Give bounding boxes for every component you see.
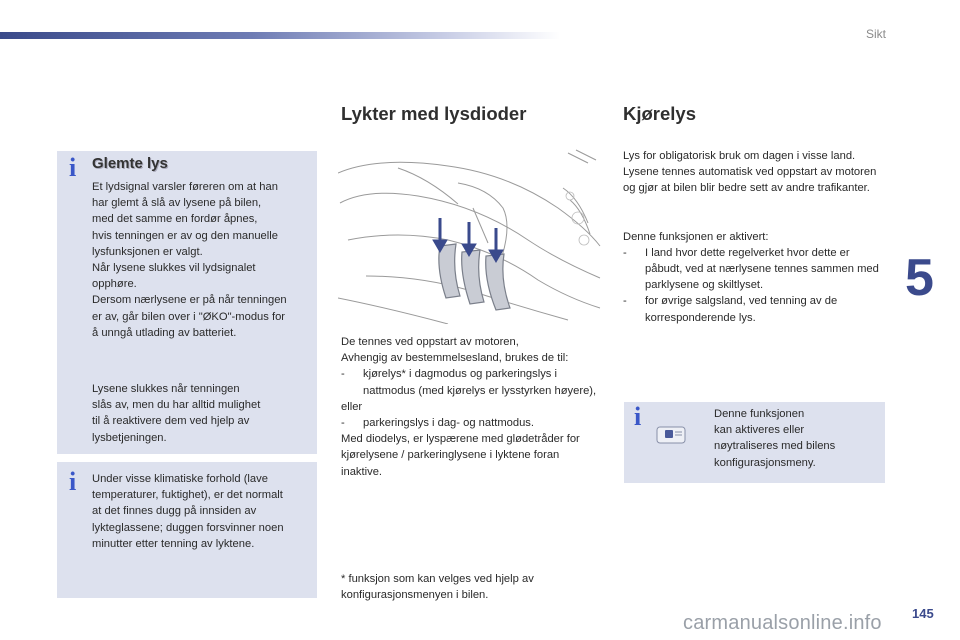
- glemte-lys-panel: [57, 151, 317, 454]
- kjorelys-para-1: Lys for obligatorisk bruk om dagen i visse land. Lysene tennes automatisk ved oppstart av motoren og gjør at bilen blir bedre sett av andre trafikanter.: [623, 150, 877, 195]
- led-footnote: * funksjon som kan velges ved hjelp av konfigurasjonsmenyen i bilen.: [341, 573, 534, 602]
- page-number: 145: [912, 606, 934, 621]
- info-icon: i: [69, 467, 77, 496]
- list-dash: -: [623, 246, 627, 259]
- list-dash: -: [341, 368, 345, 381]
- kjorelys-note-panel: [624, 402, 885, 483]
- led-list-item: [341, 366, 603, 398]
- kjorelys-item-1: I land hvor dette regelverket hvor dette er påbudt, ved at nærlysene tennes sammen med parklysene og skiltlyset.: [645, 246, 879, 292]
- kjorelys-note-text: Denne funksjonen kan aktiveres eller nøytraliseres med bilens konfigurasjonsmeny.: [714, 408, 836, 469]
- kjorelys-para-2: Denne funksjonen er aktivert:: [623, 230, 769, 243]
- kjorelys-body: [623, 148, 885, 326]
- kjorelys-list-item: [623, 245, 885, 294]
- watermark: carmanualsonline.info: [683, 612, 882, 634]
- kjorelys-item-2: for øvrige salgsland, ved tenning av de korresponderende lys.: [645, 295, 838, 324]
- kjorelys-list-item: [623, 293, 885, 325]
- climate-note-panel: [57, 462, 317, 598]
- climate-note-text: Under visse klimatiske forhold (lave temperaturer, fuktighet), er det normalt at det finnes dugg på innsiden av lykteglassene; duggen forsvinner noen minutter etter tenning av lyktene.: [92, 473, 284, 550]
- list-dash: -: [341, 417, 345, 430]
- header-bar: [0, 32, 560, 39]
- led-intro-2: Avhengig av bestemmelsesland, brukes de til:: [341, 352, 569, 365]
- led-list-item: [341, 415, 603, 431]
- led-or: eller: [341, 400, 363, 413]
- glemte-lys-text: Et lydsignal varsler føreren om at han har glemt å slå av lysene på bilen, med det samme en fordør åpnes, hvis tenningen er av og den manuelle lysfunksjonen er valgt. Når lysene slukkes vil lydsignalet opphøre. Dersom nærlysene er på når tenningen er av, går bilen over i "ØKO"-modus for å unngå utlading av batteriet.: [92, 181, 287, 339]
- info-icon: i: [634, 402, 642, 431]
- glemte-lys-text-2: Lysene slukkes når tenningen slås av, men du har alltid mulighet til å reaktivere dem ved hjelp av lysbetjeningen.: [92, 383, 261, 444]
- list-dash: -: [623, 295, 627, 308]
- led-item-1: kjørelys* i dagmodus og parkeringslys i nattmodus (med kjørelys er lysstyrken høyere),: [363, 368, 597, 397]
- panel-title: Glemte lys: [92, 155, 168, 172]
- led-item-2: parkeringslys i dag- og nattmodus.: [363, 417, 535, 430]
- section-label: Sikt: [865, 27, 886, 41]
- headlamp-illustration: [338, 148, 602, 324]
- config-menu-icon: [656, 424, 686, 446]
- led-heading: Lykter med lysdioder: [341, 103, 527, 124]
- kjorelys-heading: Kjørelys: [623, 103, 697, 124]
- chapter-number: 5: [905, 249, 934, 307]
- led-intro: De tennes ved oppstart av motoren,: [341, 336, 519, 348]
- led-body: [341, 334, 603, 480]
- led-outro: Med diodelys, er lyspærene med glødetråder for kjørelysene / parkeringlysene i lyktene foran inaktive.: [341, 433, 580, 478]
- info-icon: i: [69, 153, 77, 182]
